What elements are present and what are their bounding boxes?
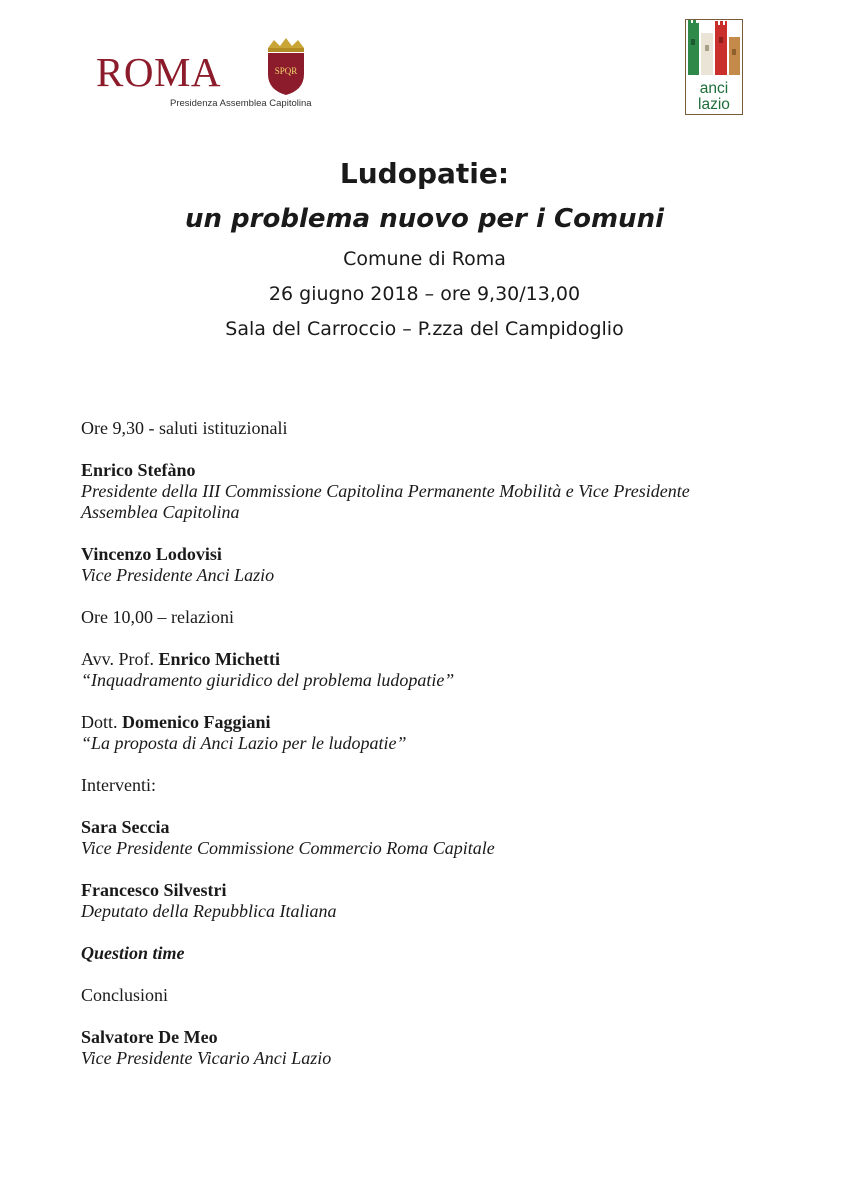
speaker-role: Deputato della Repubblica Italiana	[81, 901, 337, 921]
event-place: Comune di Roma	[343, 248, 506, 270]
speaker-line	[81, 712, 781, 733]
section-heading: Question time	[81, 943, 185, 963]
roma-wordmark: ROMA	[96, 49, 222, 95]
speaker-role: Vice Presidente Anci Lazio	[81, 565, 275, 585]
event-date: 26 giugno 2018 – ore 9,30/13,00	[268, 283, 581, 305]
spqr-shield-icon	[264, 38, 308, 96]
program-item-speaker	[81, 649, 781, 691]
speaker-name: Domenico Faggiani	[122, 712, 271, 732]
speaker-name: Enrico Michetti	[158, 649, 280, 669]
talk-title: “La proposta di Anci Lazio per le ludopatie”	[81, 733, 407, 753]
program-item-speaker	[81, 1027, 781, 1069]
program-item-speaker	[81, 544, 781, 586]
speaker-name: Vincenzo Lodovisi	[81, 544, 222, 564]
section-heading: Conclusioni	[81, 985, 169, 1005]
speaker-prefix: Dott.	[81, 712, 123, 732]
section-heading: Interventi:	[81, 775, 156, 795]
speaker-role: Vice Presidente Vicario Anci Lazio	[81, 1048, 332, 1068]
program-item-interventi	[81, 775, 781, 796]
speaker-name: Sara Seccia	[81, 817, 170, 837]
roma-logo	[94, 38, 314, 114]
program-item-relazioni	[81, 607, 781, 628]
header	[0, 0, 849, 140]
event-title: Ludopatie:	[339, 157, 510, 190]
section-heading: Ore 10,00 – relazioni	[81, 607, 234, 627]
lazio-text: lazio	[698, 96, 730, 113]
program-item-saluti	[81, 418, 781, 439]
program-item-speaker	[81, 712, 781, 754]
program	[81, 418, 781, 1090]
speaker-name: Salvatore De Meo	[81, 1027, 218, 1047]
program-item-speaker	[81, 880, 781, 922]
program-item-speaker	[81, 817, 781, 859]
program-item-question-time	[81, 943, 781, 964]
speaker-name: Enrico Stefàno	[81, 460, 196, 480]
event-subtitle: un problema nuovo per i Comuni	[184, 204, 664, 234]
program-item-conclusioni	[81, 985, 781, 1006]
speaker-role: Presidente della III Commissione Capitolina Permanente Mobilità e Vice Presidente	[81, 481, 690, 501]
speaker-role: Vice Presidente Commissione Commercio Roma Capitale	[81, 838, 495, 858]
speaker-name: Francesco Silvestri	[81, 880, 227, 900]
speaker-line	[81, 649, 781, 670]
title-block	[0, 152, 849, 347]
shield-text: SPQR	[274, 66, 298, 76]
talk-title: “Inquadramento giuridico del problema ludopatie”	[81, 670, 455, 690]
speaker-prefix: Avv. Prof.	[81, 649, 159, 669]
anci-lazio-logo	[685, 19, 743, 115]
section-heading: Ore 9,30 - saluti istituzionali	[81, 418, 288, 438]
program-item-speaker	[81, 460, 781, 523]
event-venue: Sala del Carroccio – P.zza del Campidoglio	[225, 318, 624, 340]
speaker-role-continued: Assemblea Capitolina	[81, 502, 240, 522]
anci-text: anci	[699, 80, 729, 97]
roma-subtitle: Presidenza Assemblea Capitolina	[170, 98, 312, 109]
